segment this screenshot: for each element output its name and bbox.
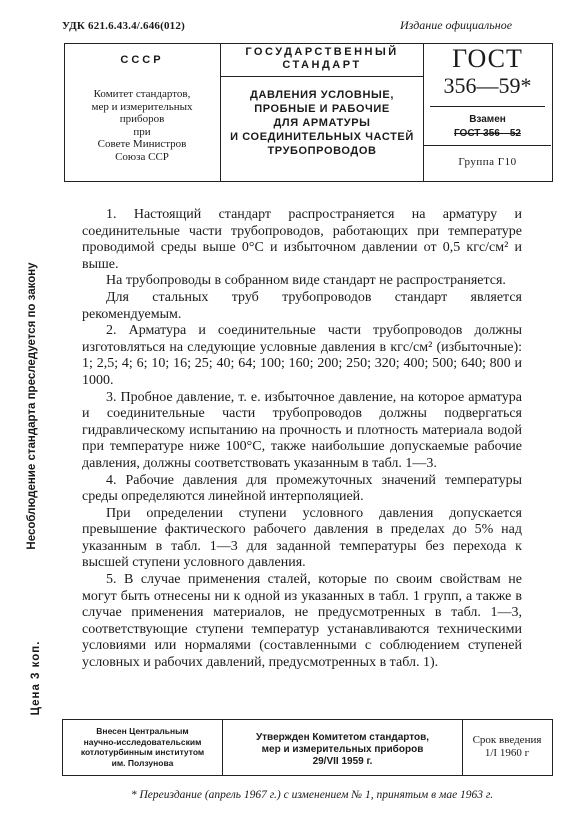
approved-by xyxy=(223,720,463,775)
standard-line: ГОСУДАРСТВЕННЫЙ xyxy=(245,46,399,58)
legal-side-note: Несоблюдение стандарта преследуется по закону xyxy=(26,262,38,550)
gost-label: ГОСТ xyxy=(452,44,523,73)
issuing-organization xyxy=(65,88,219,163)
divider xyxy=(424,145,551,146)
divider xyxy=(430,106,545,107)
introduced-line: научно-исследовательским xyxy=(83,736,202,747)
introduced-line: котлотурбинным институтом xyxy=(80,747,205,757)
body-paragraph: 5. В случае применения сталей, которые по своим свойствам не могут быть отнесены ни к одной из указанных в табл. 1 групп, а также в случае применения материалов, не предусмотренных в табл. 1—3, соответствующие ступени температур устанавливаются техническими условиями или нормалями (составленными с соблюдением ступеней условных и рабочих давлений, предусмотренных в табл. 1). xyxy=(82,572,522,671)
header-block xyxy=(64,43,553,182)
body-paragraph: 4. Рабочие давления для промежуточных значений температуры среды определяются линейной интерполяцией. xyxy=(82,472,522,505)
udc-code: УДК 621.6.43.4/.646(012) xyxy=(62,20,185,32)
divider xyxy=(221,76,423,77)
effective-line: Срок введения xyxy=(472,734,542,746)
org-line: Совете Министров xyxy=(97,138,187,150)
body-paragraph: 1. Настоящий стандарт распространяется на арматуру и соединительные части трубопроводов, работающих при температуре проводимой среды выше 0°С и избыточном давлении от 0,5 кгс/см² и выше. xyxy=(82,207,522,272)
body-paragraph: 2. Арматура и соединительные части трубопроводов должны изготовляться на следующие условные давления в кгс/см² (избыточные): 1; 2,5; 4; 6; 10; 16; 25; 40; 64; 100; 160; 200; 250; 320; 400; 500; 640; 800 и 1000. xyxy=(82,323,522,388)
org-line: Союза ССР xyxy=(115,150,169,163)
header-right-column xyxy=(423,44,552,181)
effective-line: 1/I 1960 г xyxy=(484,747,530,759)
approved-line: мер и измерительных приборов xyxy=(261,744,424,755)
org-line: мер и измерительных xyxy=(91,100,193,113)
price-label: Цена 3 коп. xyxy=(30,640,42,716)
gost-number: 356—59* xyxy=(443,73,532,98)
title-line: ПРОБНЫЕ И РАБОЧИЕ xyxy=(254,103,390,115)
introduced-line: им. Ползунова xyxy=(111,757,174,768)
org-line: Комитет стандартов, xyxy=(93,88,191,100)
standard-heading xyxy=(221,46,423,72)
document-title xyxy=(221,88,423,158)
country-label: СССР xyxy=(120,54,164,66)
replaces-value: ГОСТ 356—52 xyxy=(454,128,521,139)
title-line: И СОЕДИНИТЕЛЬНЫХ ЧАСТЕЙ xyxy=(230,131,414,143)
body-paragraph: 3. Пробное давление, т. е. избыточное давление, на которое арматура и соединительные части трубопроводов должны подвергаться гидравлическому испытанию на прочность и плотность материала водой при температуре ниже 100°С, также наибольшие допускаемые рабочие давления, должны соответствовать указанным в табл. 1—3. xyxy=(82,389,522,471)
standard-line: СТАНДАРТ xyxy=(282,59,362,71)
body-paragraph: Для стальных труб трубопроводов стандарт является рекомендуемым. xyxy=(82,289,522,322)
title-line: ТРУБОПРОВОДОВ xyxy=(267,145,377,157)
title-line: ДЛЯ АРМАТУРЫ xyxy=(273,117,371,129)
effective-date xyxy=(463,720,551,789)
group-label: Группа Г10 xyxy=(458,156,517,168)
reissue-note: * Переиздание (апрель 1967 г.) с изменением № 1, принятым в мае 1963 г. xyxy=(130,789,494,801)
introduced-line: Внесен Центральным xyxy=(96,726,189,736)
title-line: ДАВЛЕНИЯ УСЛОВНЫЕ, xyxy=(250,89,394,101)
org-line: при xyxy=(133,125,151,138)
replaces-label: Взамен xyxy=(469,114,506,125)
edition-label: Издание официальное xyxy=(400,18,513,32)
body-paragraph: При определении ступени условного давления допускается превышение фактического рабочего давления в пределах до 5% над указанным в табл. 1—3 для заданной температуры без перехода к высшей ступени условного давления. xyxy=(82,505,522,571)
approved-line: 29/VII 1959 г. xyxy=(312,756,373,767)
document-body xyxy=(82,207,522,672)
org-line: приборов xyxy=(119,113,165,125)
introduced-by xyxy=(63,720,223,775)
header-left-column xyxy=(65,44,221,181)
footer-block xyxy=(62,719,553,776)
body-paragraph: На трубопроводы в собранном виде стандарт не распространяется. xyxy=(106,273,506,289)
approved-line: Утвержден Комитетом стандартов, xyxy=(255,732,430,743)
